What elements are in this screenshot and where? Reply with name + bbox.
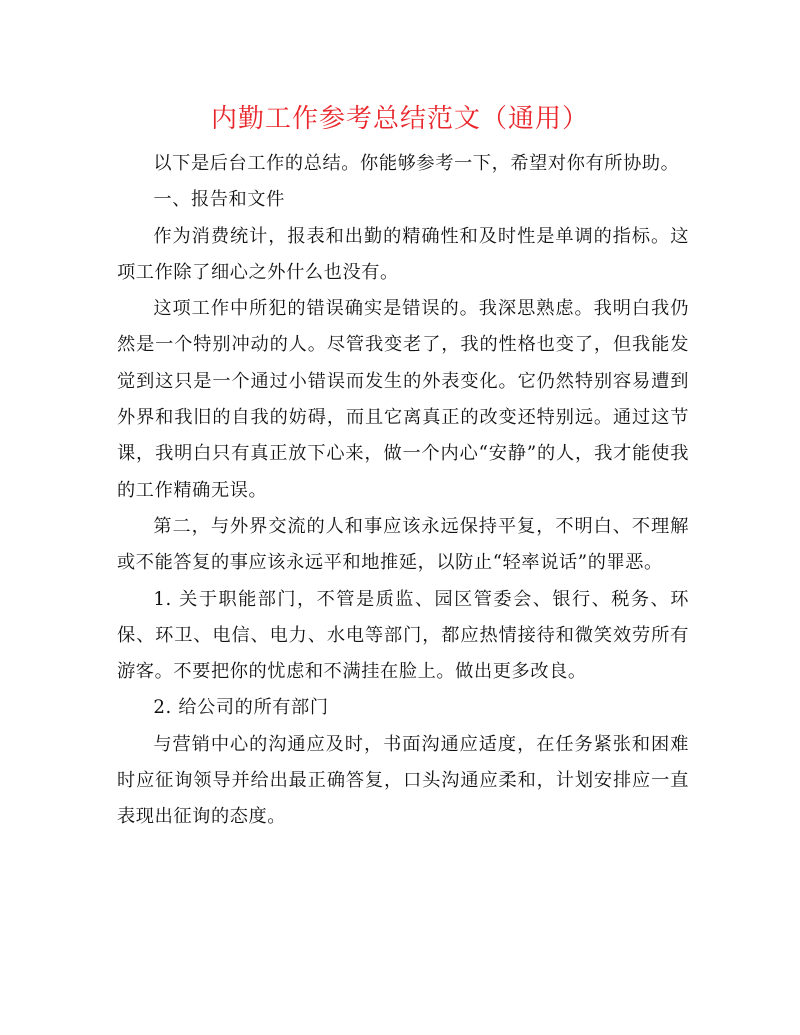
document-title: 内勤工作参考总结范文（通用）	[210, 104, 589, 134]
paragraph-reflection: 这项工作中所犯的错误确实是错误的。我深思熟虑。我明白我仍然是一个特别冲动的人。尽管我变老了，我的性格也变了，但我能发觉到这只是一个通过小错误而发生的外表变化。它仍然特别容易遭到外界和我旧的自我的妨碍，而且它离真正的改变还特别远。通过这节课，我明白只有真正放下心来，做一个内心“安静”的人，我才能使我的工作精确无误。	[117, 298, 689, 501]
document-body	[117, 146, 689, 836]
paragraph-statistics: 作为消费统计，报表和出勤的精确性和及时性是单调的指标。这项工作除了细心之外什么也没有。	[117, 225, 689, 283]
paragraph-intro: 以下是后台工作的总结。你能够参考一下，希望对你有所协助。	[153, 153, 680, 174]
paragraph-second-point: 第二，与外界交流的人和事应该永远保持平复，不明白、不理解或不能答复的事应该永远平和地推延，以防止“轻率说话”的罪恶。	[117, 515, 689, 574]
section-heading-reports: 一、报告和文件	[153, 189, 285, 211]
list-item-functional-departments: 1. 关于职能部门，不管是质监、园区管委会、银行、税务、环保、环卫、电信、电力、水电等部门，都应热情接待和微笑效劳所有游客。不要把你的忧虑和不满挂在脸上。做出更多改良。	[117, 588, 689, 683]
paragraph-communication: 与营销中心的沟通应及时，书面沟通应适度，在任务紧张和困难时应征询领导并给出最正确答复，口头沟通应柔和，计划安排应一直表现出征询的态度。	[117, 733, 689, 828]
list-item-company-departments: 2. 给公司的所有部门	[153, 697, 329, 719]
